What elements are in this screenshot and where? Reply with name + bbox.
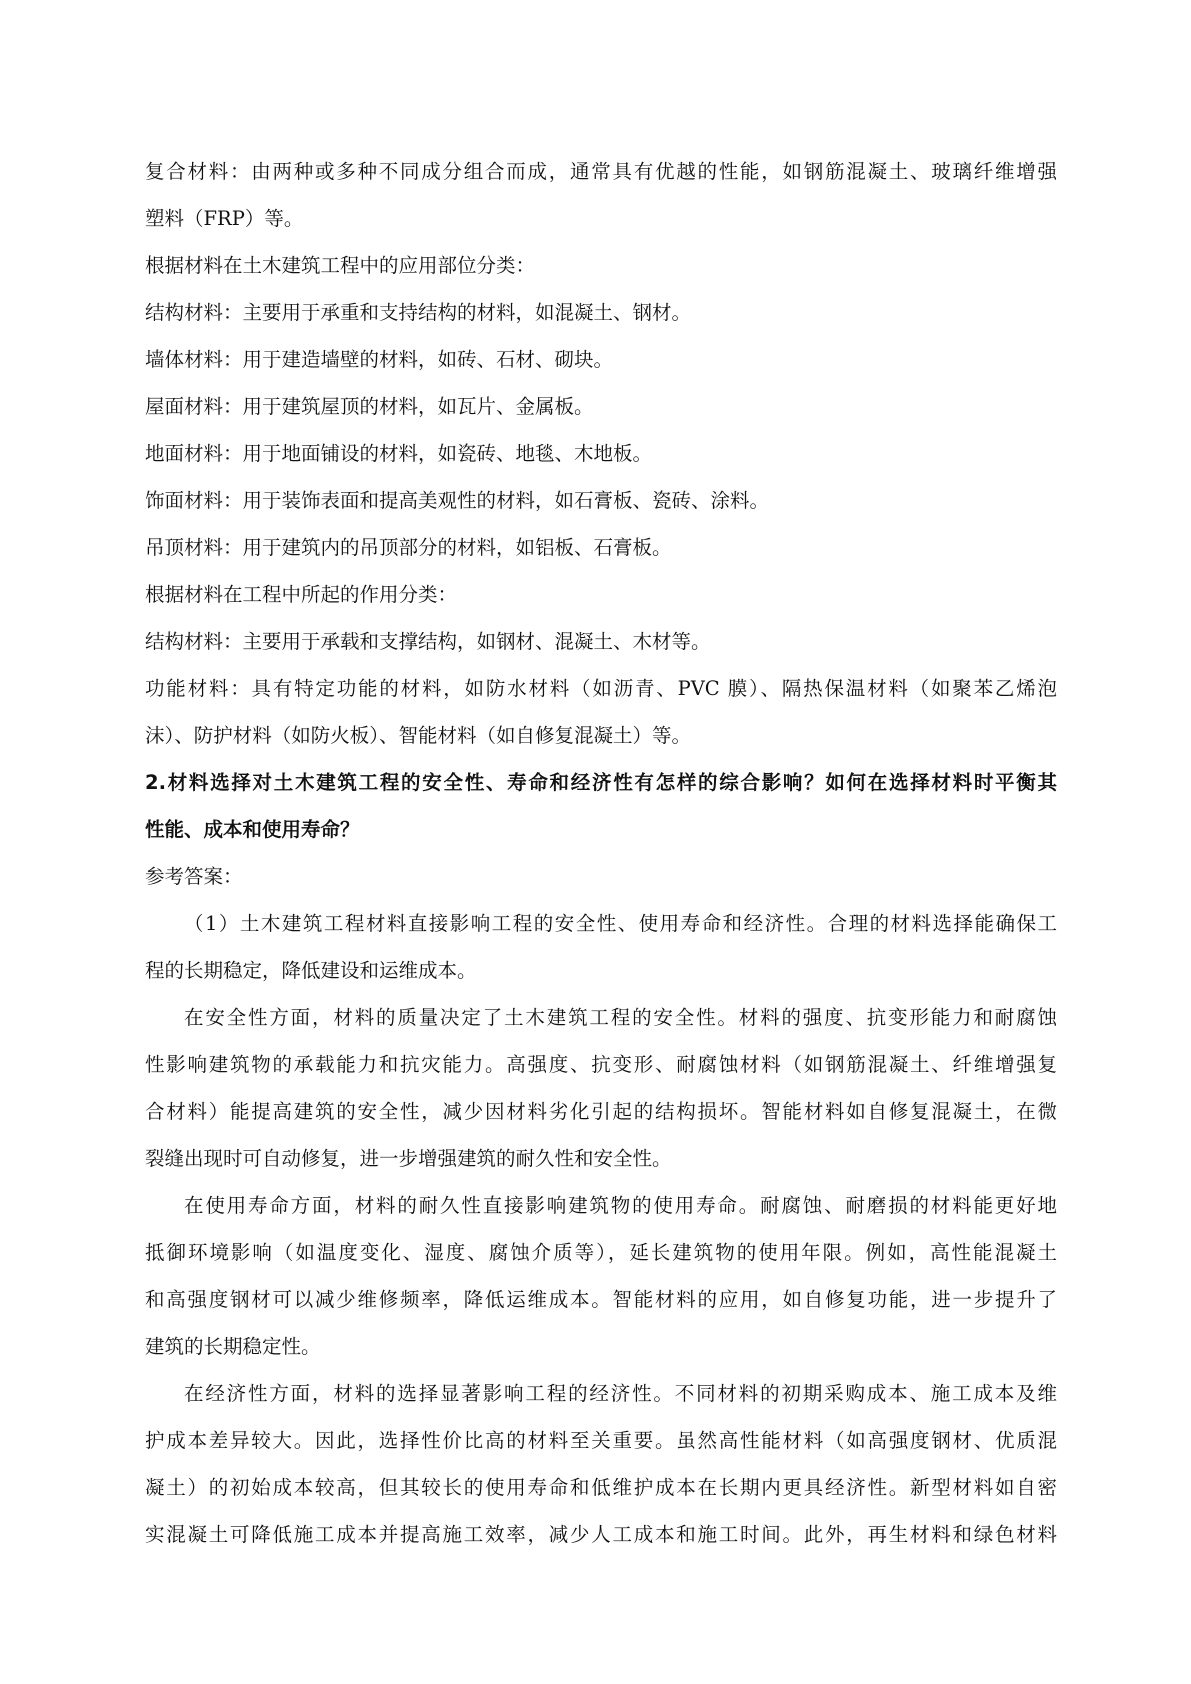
text-line: 吊顶材料：用于建筑内的吊顶部分的材料，如铝板、石膏板。	[145, 536, 672, 559]
text-line: 结构材料：主要用于承重和支持结构的材料，如混凝土、钢材。	[145, 301, 692, 324]
paragraph-line: 抵御环境影响（如温度变化、湿度、腐蚀介质等），延长建筑物的使用年限。例如，高性能混凝土	[145, 1241, 1057, 1264]
paragraph-line: 在安全性方面，材料的质量决定了土木建筑工程的安全性。材料的强度、抗变形能力和耐腐蚀	[184, 1006, 1057, 1029]
text-line: 结构材料：主要用于承载和支撑结构，如钢材、混凝土、木材等。	[145, 630, 711, 653]
text-line: 地面材料：用于地面铺设的材料，如瓷砖、地毯、木地板。	[145, 442, 653, 465]
section-heading: 根据材料在工程中所起的作用分类：	[145, 583, 458, 606]
paragraph-line: 护成本差异较大。因此，选择性价比高的材料至关重要。虽然高性能材料（如高强度钢材、优质混	[145, 1429, 1057, 1452]
paragraph-line: 凝土）的初始成本较高，但其较长的使用寿命和低维护成本在长期内更具经济性。新型材料如自密	[145, 1476, 1057, 1499]
paragraph-line: 合材料）能提高建筑的安全性，减少因材料劣化引起的结构损坏。智能材料如自修复混凝土，在微	[145, 1100, 1057, 1123]
text-line: 屋面材料：用于建筑屋顶的材料，如瓦片、金属板。	[145, 395, 594, 418]
text-line: 复合材料：由两种或多种不同成分组合而成，通常具有优越的性能，如钢筋混凝土、玻璃纤维增强	[145, 160, 1057, 183]
paragraph-line: 在经济性方面，材料的选择显著影响工程的经济性。不同材料的初期采购成本、施工成本及维	[184, 1382, 1057, 1405]
text-line: 功能材料：具有特定功能的材料，如防水材料（如沥青、PVC 膜）、隔热保温材料（如聚苯乙烯泡	[145, 677, 1057, 700]
paragraph-line: 实混凝土可降低施工成本并提高施工效率，减少人工成本和施工时间。此外，再生材料和绿色材料	[145, 1523, 1057, 1546]
paragraph-line: 在使用寿命方面，材料的耐久性直接影响建筑物的使用寿命。耐腐蚀、耐磨损的材料能更好地	[184, 1194, 1057, 1217]
question-heading: 2.材料选择对土木建筑工程的安全性、寿命和经济性有怎样的综合影响？如何在选择材料时平衡其	[145, 771, 1057, 794]
text-line: 墙体材料：用于建造墙壁的材料，如砖、石材、砌块。	[145, 348, 614, 371]
text-line: 饰面材料：用于装饰表面和提高美观性的材料，如石膏板、瓷砖、涂料。	[145, 489, 770, 512]
section-heading: 根据材料在土木建筑工程中的应用部位分类：	[145, 254, 536, 277]
paragraph-line: 程的长期稳定，降低建设和运维成本。	[145, 959, 477, 982]
paragraph-line: 建筑的长期稳定性。	[145, 1335, 321, 1358]
text-line: 塑料（FRP）等。	[145, 207, 304, 230]
text-line: 沫）、防护材料（如防火板）、智能材料（如自修复混凝土）等。	[145, 724, 692, 747]
question-heading: 性能、成本和使用寿命？	[145, 818, 360, 841]
paragraph-line: （1）土木建筑工程材料直接影响工程的安全性、使用寿命和经济性。合理的材料选择能确保工	[184, 912, 1057, 935]
paragraph-line: 性影响建筑物的承载能力和抗灾能力。高强度、抗变形、耐腐蚀材料（如钢筋混凝土、纤维增强复	[145, 1053, 1057, 1076]
paragraph-line: 裂缝出现时可自动修复，进一步增强建筑的耐久性和安全性。	[145, 1147, 672, 1170]
answer-label: 参考答案：	[145, 865, 243, 888]
document-body	[145, 148, 1057, 1558]
paragraph-line: 和高强度钢材可以减少维修频率，降低运维成本。智能材料的应用，如自修复功能，进一步提升了	[145, 1288, 1057, 1311]
